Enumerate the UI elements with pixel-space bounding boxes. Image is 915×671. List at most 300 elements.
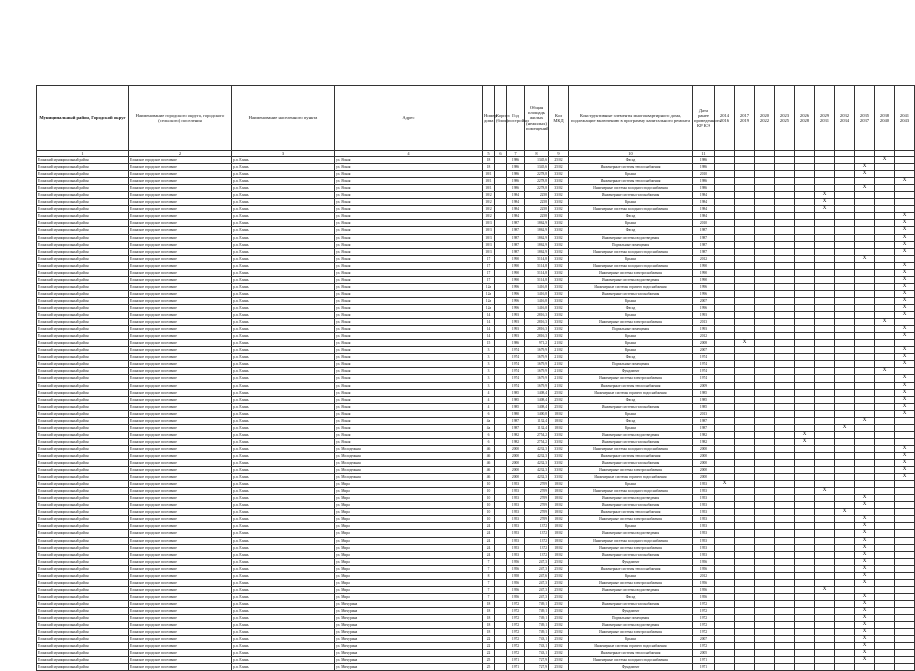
period-empty-cell — [755, 241, 775, 248]
apts-cell: 25/02 — [549, 396, 569, 403]
period-empty-cell — [795, 452, 815, 459]
settlement-cell: Еланское городское поселение — [129, 171, 232, 178]
period-empty-cell — [815, 495, 835, 502]
district-cell: Еланский муниципальный район — [37, 227, 129, 234]
period-empty-cell — [795, 227, 815, 234]
period-empty-cell — [895, 424, 915, 431]
house-no-cell: 12а — [483, 304, 495, 311]
district-cell: Еланский муниципальный район — [37, 368, 129, 375]
period-empty-cell — [735, 615, 755, 622]
period-empty-cell — [735, 199, 755, 206]
period-empty-cell — [855, 375, 875, 382]
address-cell: ул. Мира — [335, 488, 483, 495]
address-cell: ул. Ясная — [335, 283, 483, 290]
kr-date-cell: 1953 — [693, 530, 715, 537]
period-empty-cell — [795, 410, 815, 417]
year-cell: 1953 — [507, 544, 525, 551]
period-empty-cell — [715, 382, 735, 389]
period-empty-cell — [755, 333, 775, 340]
table-row — [37, 403, 915, 410]
period-empty-cell — [775, 636, 795, 643]
period-empty-cell — [775, 593, 795, 600]
year-cell: 1996 — [507, 297, 525, 304]
period-empty-cell — [895, 629, 915, 636]
period-empty-cell — [735, 558, 755, 565]
apts-cell: 18/02 — [549, 537, 569, 544]
house-no-cell: 4 — [483, 396, 495, 403]
apts-cell: 33/02 — [549, 319, 569, 326]
kr-date-cell: 1986 — [693, 157, 715, 164]
locality-cell: р.п. Елань — [232, 452, 335, 459]
kr-date-cell: 1987 — [693, 241, 715, 248]
district-cell: Еланский муниципальный район — [37, 241, 129, 248]
address-cell: ул. Мира — [335, 558, 483, 565]
period-empty-cell — [835, 664, 855, 671]
area-cell: 1372 — [525, 551, 549, 558]
house-no-cell: 24 — [483, 530, 495, 537]
period-empty-cell — [875, 474, 895, 481]
table-row — [37, 326, 915, 333]
period-empty-cell — [775, 248, 795, 255]
apts-cell: 25/02 — [549, 579, 569, 586]
period-empty-cell — [775, 417, 795, 424]
table-row — [37, 417, 915, 424]
house-no-cell: 3 — [483, 375, 495, 382]
kr-date-cell: 1996 — [693, 304, 715, 311]
district-cell: Еланский муниципальный район — [37, 234, 129, 241]
locality-cell: р.п. Елань — [232, 206, 335, 213]
apts-cell: 33/02 — [549, 192, 569, 199]
settlement-cell: Еланское городское поселение — [129, 488, 232, 495]
area-cell: 2754,2 — [525, 431, 549, 438]
period-empty-cell — [795, 340, 815, 347]
period-empty-cell — [755, 495, 775, 502]
period-empty-cell — [895, 565, 915, 572]
header-period: 2035 2037 — [855, 86, 875, 151]
period-mark-cell: X — [895, 312, 915, 319]
period-empty-cell — [875, 495, 895, 502]
period-empty-cell — [715, 608, 735, 615]
kr-date-cell: 1984 — [693, 192, 715, 199]
korpus-cell — [495, 248, 507, 255]
period-mark-cell: X — [855, 537, 875, 544]
period-empty-cell — [875, 164, 895, 171]
address-cell: ул. Мира — [335, 509, 483, 516]
period-empty-cell — [855, 262, 875, 269]
korpus-cell — [495, 438, 507, 445]
area-cell: 1862,9 — [525, 234, 549, 241]
period-empty-cell — [735, 516, 755, 523]
period-empty-cell — [815, 290, 835, 297]
korpus-cell — [495, 213, 507, 220]
header-period: 2026 2028 — [795, 86, 815, 151]
address-cell: ул. Ясная — [335, 354, 483, 361]
period-empty-cell — [755, 164, 775, 171]
works-cell: Крыша — [569, 312, 693, 319]
korpus-cell — [495, 403, 507, 410]
period-empty-cell — [895, 431, 915, 438]
period-empty-cell — [835, 361, 855, 368]
period-empty-cell — [875, 185, 895, 192]
period-empty-cell — [835, 283, 855, 290]
period-empty-cell — [795, 255, 815, 262]
period-empty-cell — [795, 312, 815, 319]
year-cell: 1987 — [507, 241, 525, 248]
works-cell: Инженерные системы водоотведения — [569, 495, 693, 502]
period-empty-cell — [715, 657, 735, 664]
works-cell: Инженерные системы горячего водоснабжения — [569, 474, 693, 481]
period-empty-cell — [755, 276, 775, 283]
table-row — [37, 438, 915, 445]
house-no-cell: 18 — [483, 622, 495, 629]
works-cell: Подвальные помещения — [569, 326, 693, 333]
apts-cell: 21/02 — [549, 354, 569, 361]
period-empty-cell — [755, 544, 775, 551]
table-row — [37, 495, 915, 502]
period-empty-cell — [835, 319, 855, 326]
period-empty-cell — [895, 608, 915, 615]
period-empty-cell — [775, 445, 795, 452]
period-empty-cell — [755, 516, 775, 523]
year-cell: 1972 — [507, 636, 525, 643]
table-row — [37, 452, 915, 459]
district-cell: Еланский муниципальный район — [37, 481, 129, 488]
year-cell: 1972 — [507, 615, 525, 622]
kr-date-cell: 2000 — [693, 467, 715, 474]
period-empty-cell — [735, 262, 755, 269]
house-no-cell: 46 — [483, 445, 495, 452]
period-empty-cell — [735, 502, 755, 509]
works-cell: Инженерные системы газоснабжения — [569, 290, 693, 297]
period-empty-cell — [895, 657, 915, 664]
period-empty-cell — [775, 523, 795, 530]
period-empty-cell — [815, 544, 835, 551]
kr-date-cell: 1985 — [693, 389, 715, 396]
period-mark-cell: X — [895, 354, 915, 361]
locality-cell: р.п. Елань — [232, 396, 335, 403]
period-empty-cell — [755, 530, 775, 537]
period-empty-cell — [795, 276, 815, 283]
period-empty-cell — [775, 347, 795, 354]
address-cell: ул. Ясная — [335, 262, 483, 269]
kr-date-cell: 1982 — [693, 438, 715, 445]
locality-cell: р.п. Елань — [232, 227, 335, 234]
period-empty-cell — [895, 192, 915, 199]
area-cell: 1132,4 — [525, 424, 549, 431]
period-empty-cell — [755, 206, 775, 213]
house-no-cell: 4а — [483, 424, 495, 431]
header-kr-date: Дата ранее проведенного КР КЭ — [693, 86, 715, 151]
house-no-cell: 17 — [483, 262, 495, 269]
period-empty-cell — [795, 185, 815, 192]
locality-cell: р.п. Елань — [232, 586, 335, 593]
period-empty-cell — [775, 396, 795, 403]
period-empty-cell — [815, 460, 835, 467]
period-empty-cell — [815, 572, 835, 579]
period-empty-cell — [715, 171, 735, 178]
period-mark-cell: X — [855, 551, 875, 558]
period-empty-cell — [735, 664, 755, 671]
locality-cell: р.п. Елань — [232, 333, 335, 340]
period-empty-cell — [795, 283, 815, 290]
locality-cell: р.п. Елань — [232, 467, 335, 474]
period-empty-cell — [715, 368, 735, 375]
period-empty-cell — [815, 474, 835, 481]
period-empty-cell — [755, 502, 775, 509]
period-empty-cell — [895, 593, 915, 600]
col-number: 5 — [483, 151, 495, 157]
period-mark-cell: X — [855, 164, 875, 171]
korpus-cell — [495, 375, 507, 382]
district-cell: Еланский муниципальный район — [37, 171, 129, 178]
settlement-cell: Еланское городское поселение — [129, 431, 232, 438]
address-cell: ул. Ясная — [335, 347, 483, 354]
settlement-cell: Еланское городское поселение — [129, 375, 232, 382]
year-cell: 1953 — [507, 551, 525, 558]
kr-date-cell: 1974 — [693, 368, 715, 375]
period-empty-cell — [715, 565, 735, 572]
locality-cell: р.п. Елань — [232, 185, 335, 192]
period-empty-cell — [835, 593, 855, 600]
period-empty-cell — [795, 396, 815, 403]
header-apts: Кол МКД — [549, 86, 569, 151]
year-cell: 1990 — [507, 255, 525, 262]
apts-cell: 33/02 — [549, 178, 569, 185]
period-mark-cell: X — [855, 530, 875, 537]
period-empty-cell — [875, 389, 895, 396]
period-empty-cell — [895, 157, 915, 164]
period-empty-cell — [715, 530, 735, 537]
house-no-cell: 6 — [483, 410, 495, 417]
period-empty-cell — [835, 643, 855, 650]
period-empty-cell — [795, 445, 815, 452]
period-empty-cell — [815, 396, 835, 403]
period-empty-cell — [715, 276, 735, 283]
works-cell: Фундамент — [569, 664, 693, 671]
district-cell: Еланский муниципальный район — [37, 495, 129, 502]
settlement-cell: Еланское городское поселение — [129, 615, 232, 622]
year-cell: 1985 — [507, 403, 525, 410]
period-empty-cell — [795, 579, 815, 586]
korpus-cell — [495, 410, 507, 417]
district-cell: Еланский муниципальный район — [37, 516, 129, 523]
period-empty-cell — [835, 586, 855, 593]
korpus-cell — [495, 530, 507, 537]
settlement-cell: Еланское городское поселение — [129, 354, 232, 361]
period-empty-cell — [735, 572, 755, 579]
period-mark-cell: X — [895, 460, 915, 467]
kr-date-cell: 1990 — [693, 269, 715, 276]
house-no-cell: 24 — [483, 523, 495, 530]
year-cell: 1993 — [507, 312, 525, 319]
district-cell: Еланский муниципальный район — [37, 312, 129, 319]
period-empty-cell — [835, 650, 855, 657]
table-row — [37, 157, 915, 164]
address-cell: ул. Мичурина — [335, 664, 483, 671]
korpus-cell — [495, 269, 507, 276]
address-cell: ул. Ясная — [335, 361, 483, 368]
period-empty-cell — [875, 171, 895, 178]
year-cell: 1974 — [507, 375, 525, 382]
works-cell: Инженерные системы водоотведения — [569, 276, 693, 283]
period-empty-cell — [815, 664, 835, 671]
year-cell: 1972 — [507, 650, 525, 657]
apts-cell: 33/02 — [549, 297, 569, 304]
area-cell: 2278,8 — [525, 171, 549, 178]
period-empty-cell — [795, 593, 815, 600]
table-row — [37, 171, 915, 178]
apts-cell: 33/02 — [549, 241, 569, 248]
table-row — [37, 488, 915, 495]
korpus-cell — [495, 615, 507, 622]
period-empty-cell — [815, 579, 835, 586]
house-no-cell: 24 — [483, 537, 495, 544]
address-cell: ул. Ясная — [335, 185, 483, 192]
period-empty-cell — [735, 452, 755, 459]
kr-date-cell: 1985 — [693, 403, 715, 410]
period-empty-cell — [895, 579, 915, 586]
period-empty-cell — [715, 185, 735, 192]
locality-cell: р.п. Елань — [232, 326, 335, 333]
period-mark-cell: X — [735, 340, 755, 347]
house-no-cell: 18/3 — [483, 227, 495, 234]
period-empty-cell — [755, 283, 775, 290]
korpus-cell — [495, 424, 507, 431]
address-cell: ул. Мира — [335, 502, 483, 509]
period-empty-cell — [855, 192, 875, 199]
period-empty-cell — [855, 283, 875, 290]
district-cell: Еланский муниципальный район — [37, 403, 129, 410]
period-empty-cell — [855, 319, 875, 326]
kr-date-cell: 1984 — [693, 199, 715, 206]
area-cell: 2709 — [525, 516, 549, 523]
year-cell: 1982 — [507, 438, 525, 445]
year-cell: 1987 — [507, 424, 525, 431]
period-empty-cell — [835, 537, 855, 544]
house-no-cell: 12а — [483, 290, 495, 297]
period-empty-cell — [735, 375, 755, 382]
kr-date-cell: 1972 — [693, 608, 715, 615]
period-mark-cell: X — [855, 643, 875, 650]
period-empty-cell — [895, 488, 915, 495]
header-district: Муниципальный район, Городской округ — [37, 86, 129, 151]
period-empty-cell — [775, 269, 795, 276]
period-mark-cell: X — [895, 234, 915, 241]
year-cell: 1953 — [507, 495, 525, 502]
district-cell: Еланский муниципальный район — [37, 608, 129, 615]
period-mark-cell: X — [855, 523, 875, 530]
area-cell: 1345,6 — [525, 164, 549, 171]
house-no-cell: 22 — [483, 636, 495, 643]
area-cell: 1679,9 — [525, 382, 549, 389]
table-row — [37, 347, 915, 354]
korpus-cell — [495, 157, 507, 164]
kr-date-cell: 1974 — [693, 361, 715, 368]
table-row — [37, 523, 915, 530]
korpus-cell — [495, 657, 507, 664]
apts-cell: 25/02 — [549, 657, 569, 664]
korpus-cell — [495, 276, 507, 283]
house-no-cell: 14 — [483, 326, 495, 333]
house-no-cell: 10 — [483, 516, 495, 523]
period-empty-cell — [835, 248, 855, 255]
period-empty-cell — [895, 481, 915, 488]
header-area: Общая площадь жилых (нежилых) помещений — [525, 86, 549, 151]
period-empty-cell — [875, 234, 895, 241]
period-empty-cell — [715, 544, 735, 551]
period-empty-cell — [875, 178, 895, 185]
period-empty-cell — [835, 431, 855, 438]
period-mark-cell: X — [895, 326, 915, 333]
kr-date-cell: 1953 — [693, 509, 715, 516]
district-cell: Еланский муниципальный район — [37, 262, 129, 269]
period-mark-cell: X — [895, 178, 915, 185]
period-empty-cell — [715, 467, 735, 474]
period-empty-cell — [775, 544, 795, 551]
kr-date-cell: 1986 — [693, 164, 715, 171]
address-cell: ул. Ясная — [335, 171, 483, 178]
period-empty-cell — [755, 220, 775, 227]
table-row — [37, 615, 915, 622]
year-cell: 1972 — [507, 608, 525, 615]
period-empty-cell — [775, 178, 795, 185]
period-mark-cell: X — [895, 276, 915, 283]
area-cell: 1372 — [525, 537, 549, 544]
period-empty-cell — [755, 185, 775, 192]
period-mark-cell: X — [855, 544, 875, 551]
period-empty-cell — [755, 558, 775, 565]
table-row — [37, 227, 915, 234]
district-cell: Еланский муниципальный район — [37, 445, 129, 452]
works-cell: Крыша — [569, 171, 693, 178]
period-empty-cell — [755, 234, 775, 241]
period-empty-cell — [875, 227, 895, 234]
table-row — [37, 375, 915, 382]
period-empty-cell — [855, 248, 875, 255]
address-cell: ул. Ясная — [335, 206, 483, 213]
house-no-cell: 46 — [483, 474, 495, 481]
works-cell: Инженерные системы газоснабжения — [569, 502, 693, 509]
period-empty-cell — [835, 396, 855, 403]
period-empty-cell — [835, 333, 855, 340]
settlement-cell: Еланское городское поселение — [129, 368, 232, 375]
period-empty-cell — [855, 326, 875, 333]
works-cell: Инженерные системы холодного водоснабжения — [569, 445, 693, 452]
period-empty-cell — [855, 410, 875, 417]
period-empty-cell — [735, 495, 755, 502]
locality-cell: р.п. Елань — [232, 572, 335, 579]
area-cell: 2709 — [525, 495, 549, 502]
period-empty-cell — [795, 558, 815, 565]
district-cell: Еланский муниципальный район — [37, 586, 129, 593]
works-cell: Крыша — [569, 199, 693, 206]
year-cell: 1953 — [507, 523, 525, 530]
kr-date-cell: 1953 — [693, 495, 715, 502]
table-row — [37, 241, 915, 248]
period-empty-cell — [855, 227, 875, 234]
period-empty-cell — [755, 438, 775, 445]
period-empty-cell — [735, 481, 755, 488]
period-empty-cell — [715, 164, 735, 171]
period-empty-cell — [755, 396, 775, 403]
korpus-cell — [495, 481, 507, 488]
period-empty-cell — [875, 396, 895, 403]
address-cell: ул. Ясная — [335, 403, 483, 410]
table-row — [37, 255, 915, 262]
period-empty-cell — [835, 199, 855, 206]
address-cell: ул. Молодежная — [335, 460, 483, 467]
period-empty-cell — [875, 206, 895, 213]
